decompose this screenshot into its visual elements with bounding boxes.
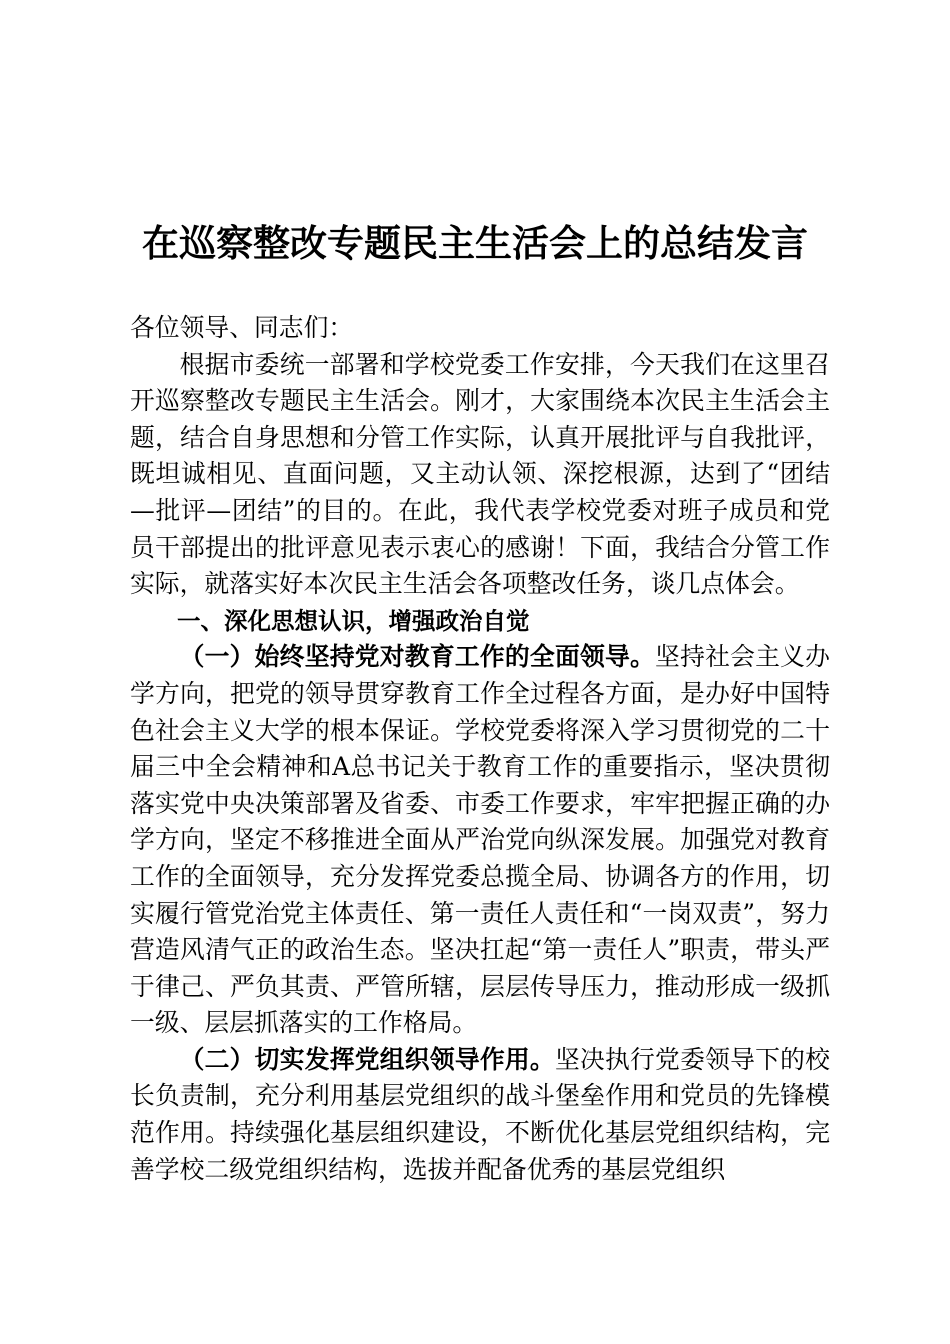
point-2-text: 坚决执行党委领导下的校长负责制，充分利用基层党组织的战斗堡垒作用和党员的先锋模范作用。持续强化基层组织建设，不断优化基层党组织结构，完善学校二级党组织结构，选拔并配备优秀的基层党组织 — [130, 1044, 830, 1184]
point-1-heading: （一）始终坚持党对教育工作的全面领导。 — [179, 642, 656, 672]
document-body — [130, 310, 830, 1188]
point-2-heading: （二）切实发挥党组织领导作用。 — [179, 1044, 555, 1074]
paragraph-point-1 — [130, 639, 830, 1042]
point-1-text: 坚持社会主义办学方向，把党的领导贯穿教育工作全过程各方面，是办好中国特色社会主义大学的根本保证。学校党委将深入学习贯彻党的二十届三中全会精神和A总书记关于教育工作的重要指示，坚决贯彻落实党中央决策部署及省委、市委工作要求，牢牢把握正确的办学方向，坚定不移推进全面从严治党向纵深发展。加强党对教育工作的全面领导，充分发挥党委总揽全局、协调各方的作用，切实履行管党治党主体责任、第一责任人责任和“一岗双责”，努力营造风清气正的政治生态。坚决扛起“第一责任人”职责，带头严于律己、严负其责、严管所辖，层层传导压力，推动形成一级抓一级、层层抓落实的工作格局。 — [130, 642, 830, 1038]
document-title: 在巡察整改专题民主生活会上的总结发言 — [142, 221, 808, 265]
intro-paragraph: 根据市委统一部署和学校党委工作安排，今天我们在这里召开巡察整改专题民主生活会。刚才，大家围绕本次民主生活会主题，结合自身思想和分管工作实际，认真开展批评与自我批评，既坦诚相见、直面问题，又主动认领、深挖根源，达到了“团结—批评—团结”的目的。在此，我代表学校党委对班子成员和党员干部提出的批评意见表示衷心的感谢！下面，我结合分管工作实际，就落实好本次民主生活会各项整改任务，谈几点体会。 — [130, 349, 830, 599]
section-heading: 一、深化思想认识，增强政治自觉 — [177, 606, 530, 635]
salutation: 各位领导、同志们： — [130, 313, 354, 342]
paragraph-point-2 — [130, 1042, 830, 1188]
